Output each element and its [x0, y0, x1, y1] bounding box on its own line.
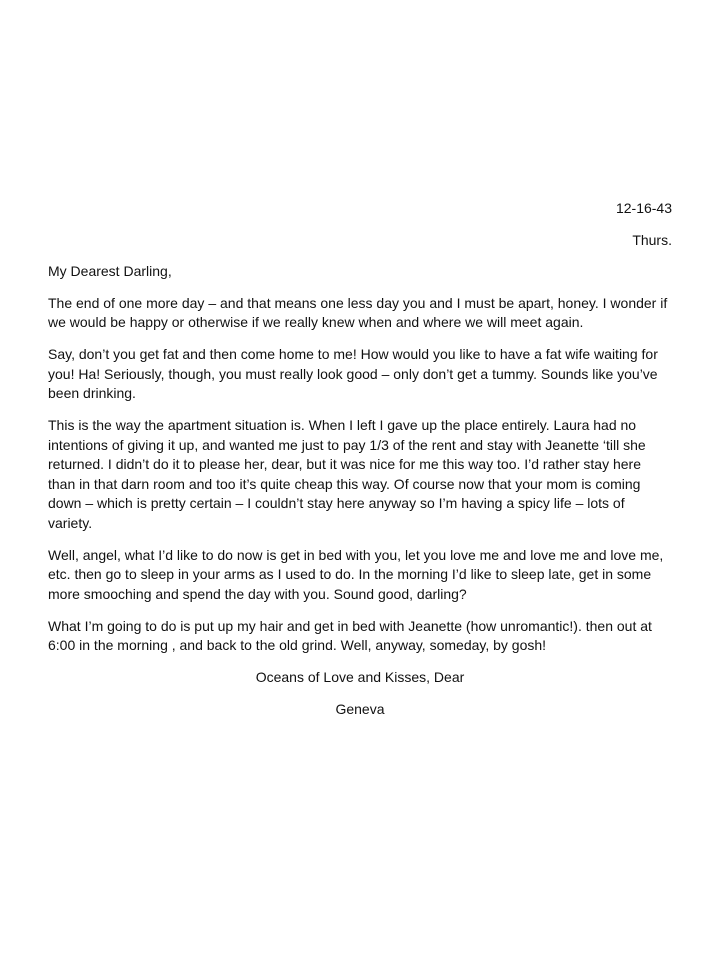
paragraph-1: The end of one more day – and that means one less day you and I must be apart, honey. I wonder if we would be happy or otherwise if we really knew when and where we will meet again.	[48, 294, 668, 330]
paragraph-3: This is the way the apartment situation is. When I left I gave up the place entirely. Laura had no intentions of giving it up, and wanted me just to pay 1/3 of the rent and stay with Jeanette ‘till she returned. I didn’t do it to please her, dear, but it was nice for me this way too. I’d rather stay here than in that darn room and too it’s quite cheap this way. Of course now that your mom is coming down – which is pretty certain – I couldn’t stay here anyway so I’m having a spicy life – lots of variety.	[48, 417, 646, 531]
letter-date: 12-16-43	[615, 200, 672, 216]
letter-page	[48, 199, 672, 719]
salutation: My Dearest Darling,	[48, 263, 172, 279]
letter-day: Thurs.	[632, 231, 672, 248]
paragraph-2: Say, don’t you get fat and then come home to me! How would you like to have a fat wife waiting for you! Ha! Seriously, though, you must really look good – only don’t get a tummy. Sounds like you’ve been drinking.	[48, 346, 658, 401]
paragraph-5: What I’m going to do is put up my hair and get in bed with Jeanette (how unromantic!). then out at 6:00 in the morning , and back to the old grind. Well, anyway, someday, by gosh!	[48, 617, 652, 653]
closing-line: Oceans of Love and Kisses, Dear	[255, 669, 465, 685]
paragraph-4: Well, angel, what I’d like to do now is get in bed with you, let you love me and love me and love me, etc. then go to sleep in your arms as I used to do. In the morning I’d like to sleep late, get in some more smooching and spend the day with you. Sound good, darling?	[48, 546, 664, 602]
signature: Geneva	[335, 700, 385, 717]
